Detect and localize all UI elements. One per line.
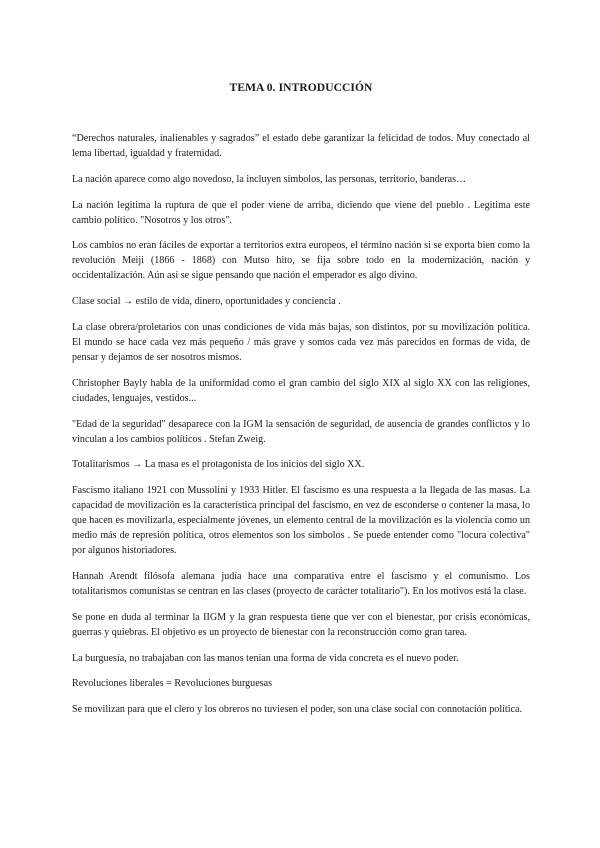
paragraph-derechos-naturales: “Derechos naturales, inalienables y sagrados” el estado debe garantizar la felicidad de todos. Muy conectado al lema libertad, igualdad y fraternidad. — [72, 133, 530, 159]
paragraph-clase-social: Clase social → estilo de vida, dinero, oportunidades y conciencia . — [72, 296, 341, 308]
paragraph-edad-seguridad: "Edad de la seguridad" desaparece con la IGM la sensación de seguridad, de ausencia de grandes conflictos y lo vinculan a los cambios políticos . Stefan Zweig. — [72, 418, 530, 445]
paragraph-nacion-novedosa: La nación aparece como algo novedoso, la incluyen símbolos, las personas, territorio, banderas… — [72, 173, 467, 185]
paragraph-burguesia: La burguesía, no trabajaban con las manos tenían una forma de vida concreta es el nuevo poder. — [72, 652, 459, 664]
paragraph-revoluciones-liberales: Revoluciones liberales = Revoluciones burguesas — [72, 678, 273, 690]
paragraph-christopher-bayly: Christopher Bayly habla de la uniformidad como el gran cambio del siglo XIX al siglo XX con las religiones, ciudades, lenguajes, vestidos... — [72, 377, 530, 404]
paragraph-revolucion-meiji: Los cambios no eran fáciles de exportar a territorios extra europeos, el término nación si se exporta bien como la revolución Meiji (1866 - 1868) con Mutso hito, se fija sobre todo en la modernización, nación y occidentalización. Aún así se sigue pensando que nación el emperador es algo divino. — [72, 240, 530, 282]
paragraph-hannah-arendt: Hannah Arendt filósofa alemana judía hace una comparativa entre el fascismo y el comunismo. Los totalitarismos comunistas se centran en las clases (proyecto de carácter totalitario"). En los motivos está la clase. — [72, 570, 530, 597]
paragraph-nacion-legitima: La nación legitima la ruptura de que el poder viene de arriba, diciendo que viene del pueblo . Legitima este cambio político. "Nosotros y los otros". — [72, 199, 530, 226]
paragraph-totalitarismos: Totalitarismos → La masa es el protagonista de los inicios del siglo XX. — [72, 459, 365, 471]
paragraph-clero-obreros: Se movilizan para que el clero y los obreros no tuviesen el poder, son una clase social con connotación política. — [72, 704, 523, 716]
paragraph-bienestar: Se pone en duda al terminar la IIGM y la gran respuesta tiene que ver con el bienestar, por crisis económicas, guerras y quiebras. El objetivo es un proyecto de bienestar con la reconstrucción como gran tarea. — [72, 611, 530, 638]
paragraph-clase-obrera: La clase obrera/proletarios con unas condiciones de vida más bajas, son distintos, por su movilización política. El mundo se hace cada vez más pequeño / más grave y somos cada vez más parecidos en formas de vida, de pensar y dejamos de ser nosotros mismos. — [72, 321, 530, 363]
paragraph-fascismo: Fascismo italiano 1921 con Mussolini y 1933 Hitler. El fascismo es una respuesta a la llegada de las masas. La capacidad de movilización es la característica principal del fascismo, en vez de esconderse o contener la masa, lo que hacen es movilizarla, especialmente jóvenes, un elemento central de la movilización es la violencia como un medio más de represión política, otros elementos son los símbolos . Se puede entender como "locura colectiva" por algunos historiadores. — [72, 485, 530, 557]
page-title: TEMA 0. INTRODUCCIÓN — [229, 82, 373, 94]
